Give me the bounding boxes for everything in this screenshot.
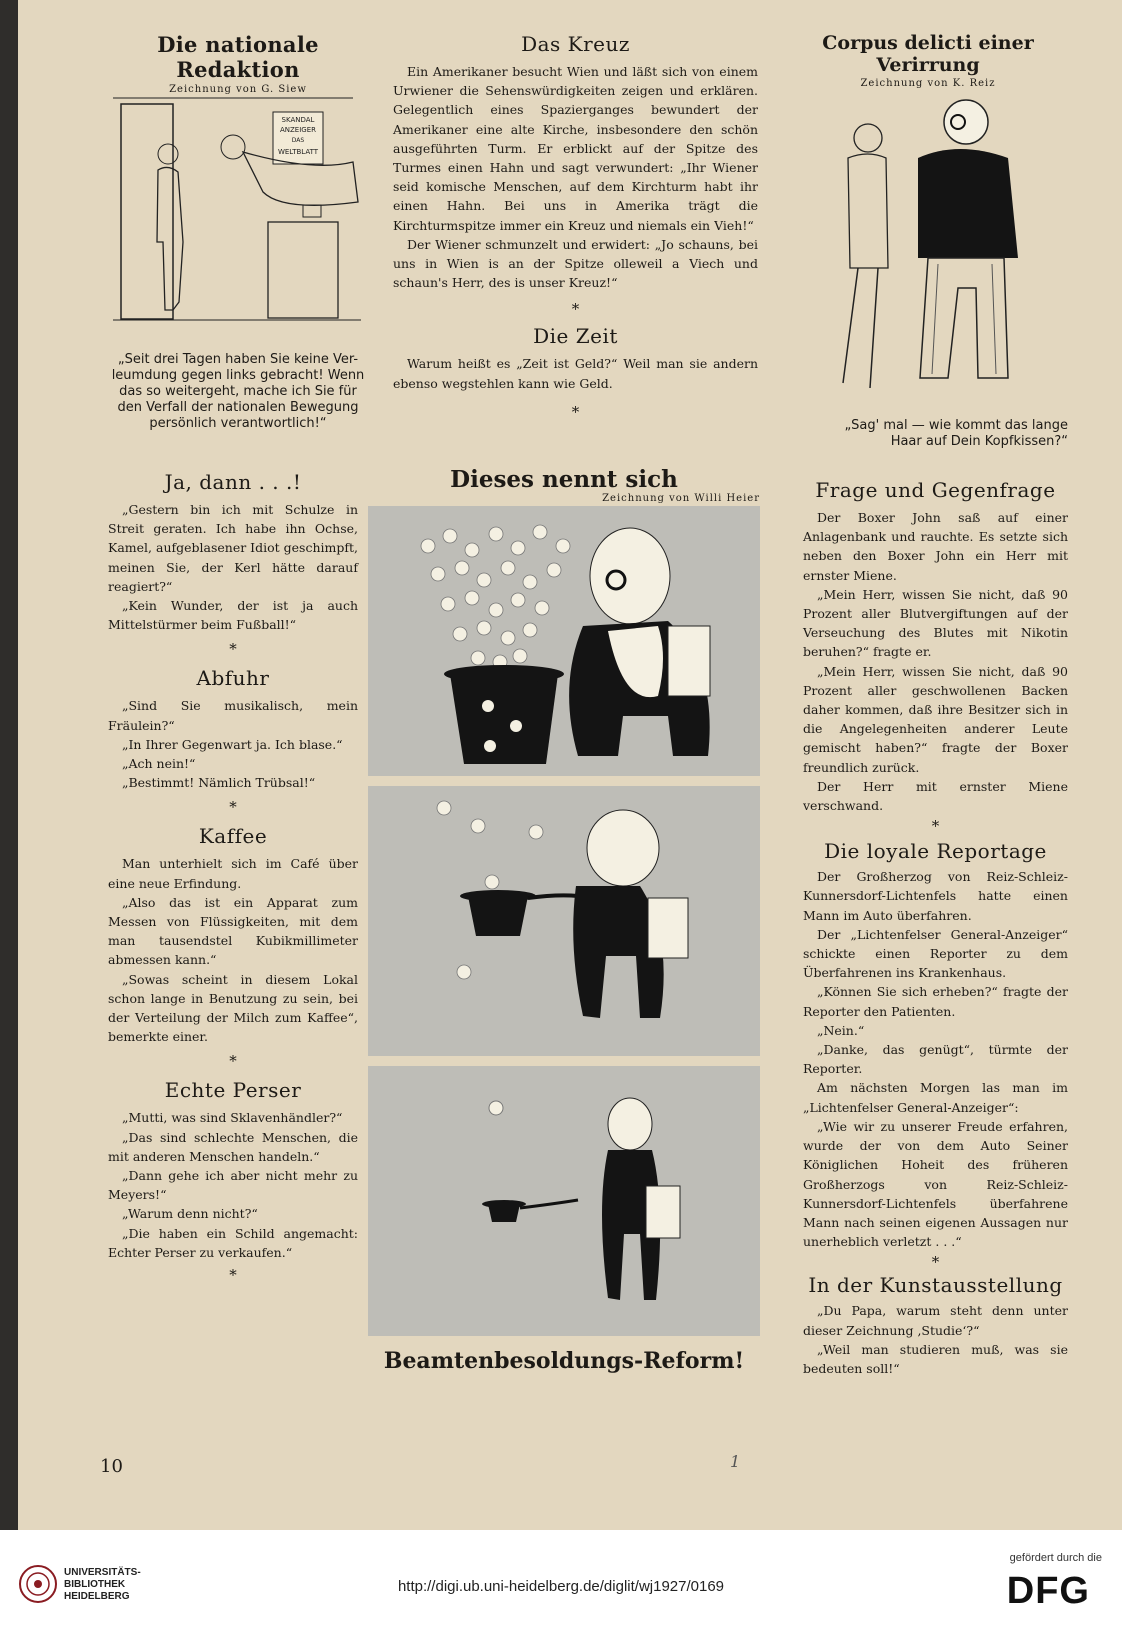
ja-dann-title: Ja, dann . . .! bbox=[164, 470, 302, 494]
man-3-arm bbox=[520, 1200, 578, 1208]
reportage-p1: Der Großherzog von Reiz-Schleiz-Kunnersdorf-Lichtenfels hatte einen Mann im Auto überfahren. bbox=[803, 869, 1068, 923]
newspaper-page bbox=[18, 0, 1122, 1530]
library-footer bbox=[0, 1530, 1122, 1637]
top-hat bbox=[450, 674, 558, 764]
logo-line: UNIVERSITÄTS- bbox=[64, 1567, 141, 1578]
man-1-head bbox=[590, 528, 670, 624]
abfuhr-p2: „In Ihrer Gegenwart ja. Ich blase.“ bbox=[122, 736, 343, 752]
sign-line-4: WELTBLATT bbox=[277, 148, 319, 156]
reportage-p6: Am nächsten Morgen las man im „Lichtenfelser General-Anzeiger“: bbox=[803, 1080, 1068, 1115]
man-2-head bbox=[587, 810, 659, 886]
briefcase bbox=[648, 898, 688, 958]
ja-dann-p1: „Gestern bin ich mit Schulze in Streit geraten. Ich habe ihn Ochse, Kamel, aufgeblasener Idiot geschimpft, meinen Sie, der Kerl hätte darauf reagiert?“ bbox=[108, 502, 358, 594]
separator-star: * bbox=[931, 817, 940, 836]
right-column-header bbox=[788, 32, 1068, 89]
separator-star: * bbox=[229, 798, 237, 817]
hat-coin bbox=[482, 700, 494, 712]
woman-dress bbox=[848, 154, 888, 268]
kunstausstellung-title: In der Kunstausstellung bbox=[808, 1273, 1063, 1298]
man-body bbox=[157, 167, 183, 310]
corpus-delicti-cartoon bbox=[808, 88, 1058, 408]
man-head bbox=[158, 144, 178, 164]
dfg-logo: DFG bbox=[1006, 1570, 1090, 1612]
sign-line-1: SKANDAL bbox=[281, 116, 315, 124]
hat-coin bbox=[510, 720, 522, 732]
echte-perser-p3: „Dann gehe ich aber nicht mehr zu Meyers!“ bbox=[108, 1168, 358, 1203]
echte-perser-title: Echte Perser bbox=[164, 1078, 302, 1103]
cartoon-caption-block bbox=[368, 1348, 760, 1374]
reportage-p5: „Danke, das genügt“, türmte der Reporter. bbox=[803, 1042, 1068, 1077]
man-3-head bbox=[608, 1098, 652, 1150]
dieses-nennt-sich-credit: Zeichnung von Willi Heier bbox=[602, 493, 760, 504]
reportage-p4: „Nein.“ bbox=[817, 1022, 865, 1038]
corpus-delicti-credit: Zeichnung von K. Reiz bbox=[860, 78, 996, 89]
kaffee-p2: „Also das ist ein Apparat zum Messen von Flüssigkeiten, mit dem man tausendstel Kubikmillimeter abmessen kann.“ bbox=[108, 894, 358, 968]
sign-line-3: DAS bbox=[291, 137, 305, 144]
logo-line: HEIDELBERG bbox=[64, 1591, 130, 1602]
kreuz-p2: Der Wiener schmunzelt und erwidert: „Jo schauns, bei uns in Wien is an der Spitze olleweil a Viech und schaun's Herr, des is unser Kreuz!“ bbox=[393, 236, 758, 291]
redaktion-caption-line: das so weitergeht, mache ich Sie für bbox=[119, 384, 357, 399]
woman-legs bbox=[843, 268, 878, 388]
man-2-arm bbox=[528, 895, 578, 898]
woman-head bbox=[854, 124, 882, 152]
separator-star: * bbox=[931, 1253, 940, 1272]
right-column-text bbox=[803, 478, 1068, 1378]
separator-star: * bbox=[571, 300, 580, 319]
ja-dann-p2: „Kein Wunder, der ist ja auch Mittelstürmer beim Fußball!“ bbox=[108, 598, 358, 633]
zeit-p1: Warum heißt es „Zeit ist Geld?“ Weil man sie andern ebenso wegstehlen kann wie Geld. bbox=[393, 356, 758, 391]
echte-perser-p4: „Warum denn nicht?“ bbox=[122, 1206, 258, 1222]
kunst-p2: „Weil man studieren muß, was sie bedeuten soll!“ bbox=[803, 1341, 1068, 1376]
frage-gegenfrage-title: Frage und Gegenfrage bbox=[815, 478, 1056, 502]
loyale-reportage-title: Die loyale Reportage bbox=[824, 839, 1047, 864]
abfuhr-p3: „Ach nein!“ bbox=[122, 756, 196, 772]
abfuhr-p1: „Sind Sie musikalisch, mein Fräulein?“ bbox=[108, 698, 358, 733]
kaffee-p3: „Sowas scheint in diesem Lokal schon lange in Benutzung zu sein, bei der Verteilung der Milch zum Kaffee“, bemerkte einer. bbox=[108, 971, 358, 1045]
panel-2-drawing bbox=[368, 786, 760, 1056]
kaffee-p1: Man unterhielt sich im Café über eine neue Erfindung. bbox=[108, 856, 358, 891]
separator-star: * bbox=[229, 1052, 237, 1071]
page-number: 10 bbox=[100, 1456, 123, 1477]
cartoon-panel-2 bbox=[368, 786, 760, 1056]
redaktion-credit: Zeichnung von G. Siew bbox=[169, 84, 307, 95]
middle-column-text bbox=[393, 32, 758, 425]
redaktion-caption-line: den Verfall der nationalen Bewegung bbox=[117, 400, 359, 415]
top-hat-brim bbox=[460, 890, 536, 902]
kaffee-title: Kaffee bbox=[198, 824, 268, 849]
redaktion-title: Die nationale Redaktion bbox=[157, 32, 319, 82]
redaktion-caption-line: persönlich verantwortlich!“ bbox=[149, 416, 327, 431]
corpus-caption-line: „Sag' mal — wie kommt das lange bbox=[844, 418, 1068, 433]
left-column bbox=[108, 32, 368, 95]
dieses-nennt-sich-header bbox=[368, 466, 760, 504]
sign-line-2: ANZEIGER bbox=[279, 126, 317, 134]
panel-1-drawing bbox=[368, 506, 760, 776]
hat-coin bbox=[484, 740, 496, 752]
kreuz-p1: Ein Amerikaner besucht Wien und läßt sich von einem Urwiener die Sehenswürdigkeiten zeigen und erklären. Gelegentlich eines Spazierganges bewundert der Amerikaner eine alte Kirche, insbesondere den schön ausgeführten Turm. Er erblickt auf der Spitze des Turmes einen Hahn und sagt verwundert: „Ihr Wiener seid komische Menschen, auf dem Kirchturm habt ihr einen Hahn. Bei uns in Amerika trägt die Kirchturmspitze immer ein Kreuz und niemals ein Vieh!“ bbox=[393, 64, 758, 233]
left-jokes bbox=[108, 470, 358, 1284]
top-hat-brim bbox=[444, 665, 564, 683]
top-hat-brim bbox=[482, 1200, 526, 1208]
dieses-nennt-sich-title: Dieses nennt sich bbox=[450, 466, 678, 493]
redaktion-caption-line: leumdung gegen links gebracht! Wenn bbox=[111, 368, 365, 383]
corpus-delicti-caption bbox=[788, 418, 1068, 450]
frage-p1: Der Boxer John saß auf einer Anlagenbank und rauchte. Es setzte sich neben den Boxer John ein Herr mit ernster Miene. bbox=[803, 510, 1068, 583]
beamten-caption: Beamtenbesoldungs-Reform! bbox=[383, 1348, 745, 1374]
trouser-stripe bbox=[932, 264, 938, 374]
briefcase bbox=[668, 626, 710, 696]
redaktion-caption-line: „Seit drei Tagen haben Sie keine Ver- bbox=[117, 352, 359, 367]
coins-cloud bbox=[421, 525, 570, 669]
desk-box bbox=[303, 205, 321, 217]
zeit-title: Die Zeit bbox=[533, 324, 618, 349]
echte-perser-p1: „Mutti, was sind Sklavenhändler?“ bbox=[122, 1110, 343, 1126]
echte-perser-p2: „Das sind schlechte Menschen, die mit anderen Menschen handeln.“ bbox=[108, 1129, 358, 1164]
editor-head bbox=[221, 135, 245, 159]
reportage-p3: „Können Sie sich erheben?“ fragte der Reporter den Patienten. bbox=[803, 984, 1068, 1019]
kunst-p1: „Du Papa, warum steht denn unter dieser Zeichnung ‚Studie‘?“ bbox=[803, 1303, 1068, 1338]
redaktion-cartoon bbox=[113, 92, 368, 327]
funded-by-label: gefördert durch die bbox=[1009, 1552, 1102, 1564]
reportage-p7: „Wie wir zu unserer Freude erfahren, wurde der von dem Auto Seiner Königlichen Hoheit des früheren Großherzogs von Reiz-Schleiz-Kunnersdorf-Lichtenfels überfahrene Mann nach seinen eigenen Aussagen nur unerheblich verletzt . . .“ bbox=[803, 1118, 1068, 1250]
corpus-caption-line: Haar auf Dein Kopfkissen?“ bbox=[890, 434, 1068, 449]
separator-star: * bbox=[229, 640, 237, 659]
redaktion-caption bbox=[108, 352, 368, 432]
reportage-p2: Der „Lichtenfelser General-Anzeiger“ schickte einen Reporter zu dem Überfahrenen ins Krankenhaus. bbox=[803, 926, 1068, 981]
source-url[interactable]: http://digi.ub.uni-heidelberg.de/diglit/wj1927/0169 bbox=[397, 1578, 725, 1595]
echte-perser-p5: „Die haben ein Schild angemacht: Echter Perser zu verkaufen.“ bbox=[108, 1225, 358, 1260]
separator-star: * bbox=[229, 1266, 237, 1285]
corpus-delicti-title: Corpus delicti einer Verirrung bbox=[822, 32, 1034, 76]
abfuhr-title: Abfuhr bbox=[196, 666, 270, 691]
abfuhr-p4: „Bestimmt! Nämlich Trübsal!“ bbox=[122, 775, 316, 791]
frage-p4: Der Herr mit ernster Miene verschwand. bbox=[803, 778, 1068, 814]
coins-cloud bbox=[437, 801, 543, 979]
separator-star: * bbox=[571, 402, 580, 421]
cartoon-panel-1 bbox=[368, 506, 760, 776]
kreuz-title: Das Kreuz bbox=[521, 32, 630, 56]
trouser-stripe bbox=[992, 264, 996, 374]
single-coin bbox=[489, 1101, 503, 1115]
door-frame bbox=[121, 104, 173, 319]
cartoon-panel-3 bbox=[368, 1066, 760, 1336]
panel-3-drawing bbox=[368, 1066, 760, 1336]
briefcase bbox=[646, 1186, 680, 1238]
logo-line: BIBLIOTHEK bbox=[64, 1579, 126, 1590]
man-jacket bbox=[918, 149, 1018, 258]
frage-p3: „Mein Herr, wissen Sie nicht, daß 90 Prozent aller geschwollenen Backen daher kommen, daß ihre Besitzer sich in die Angelegenheiten anderer Leute gemischt haben?“ fragte der Boxer freundlich zurück. bbox=[803, 663, 1068, 775]
frage-p2: „Mein Herr, wissen Sie nicht, daß 90 Prozent aller Blutvergiftungen auf der Verseuchung des Blutes mit Nikotin beruhen?“ fragte er. bbox=[803, 586, 1068, 660]
editor-desk bbox=[268, 222, 338, 318]
pencil-mark: 1 bbox=[730, 1452, 741, 1471]
